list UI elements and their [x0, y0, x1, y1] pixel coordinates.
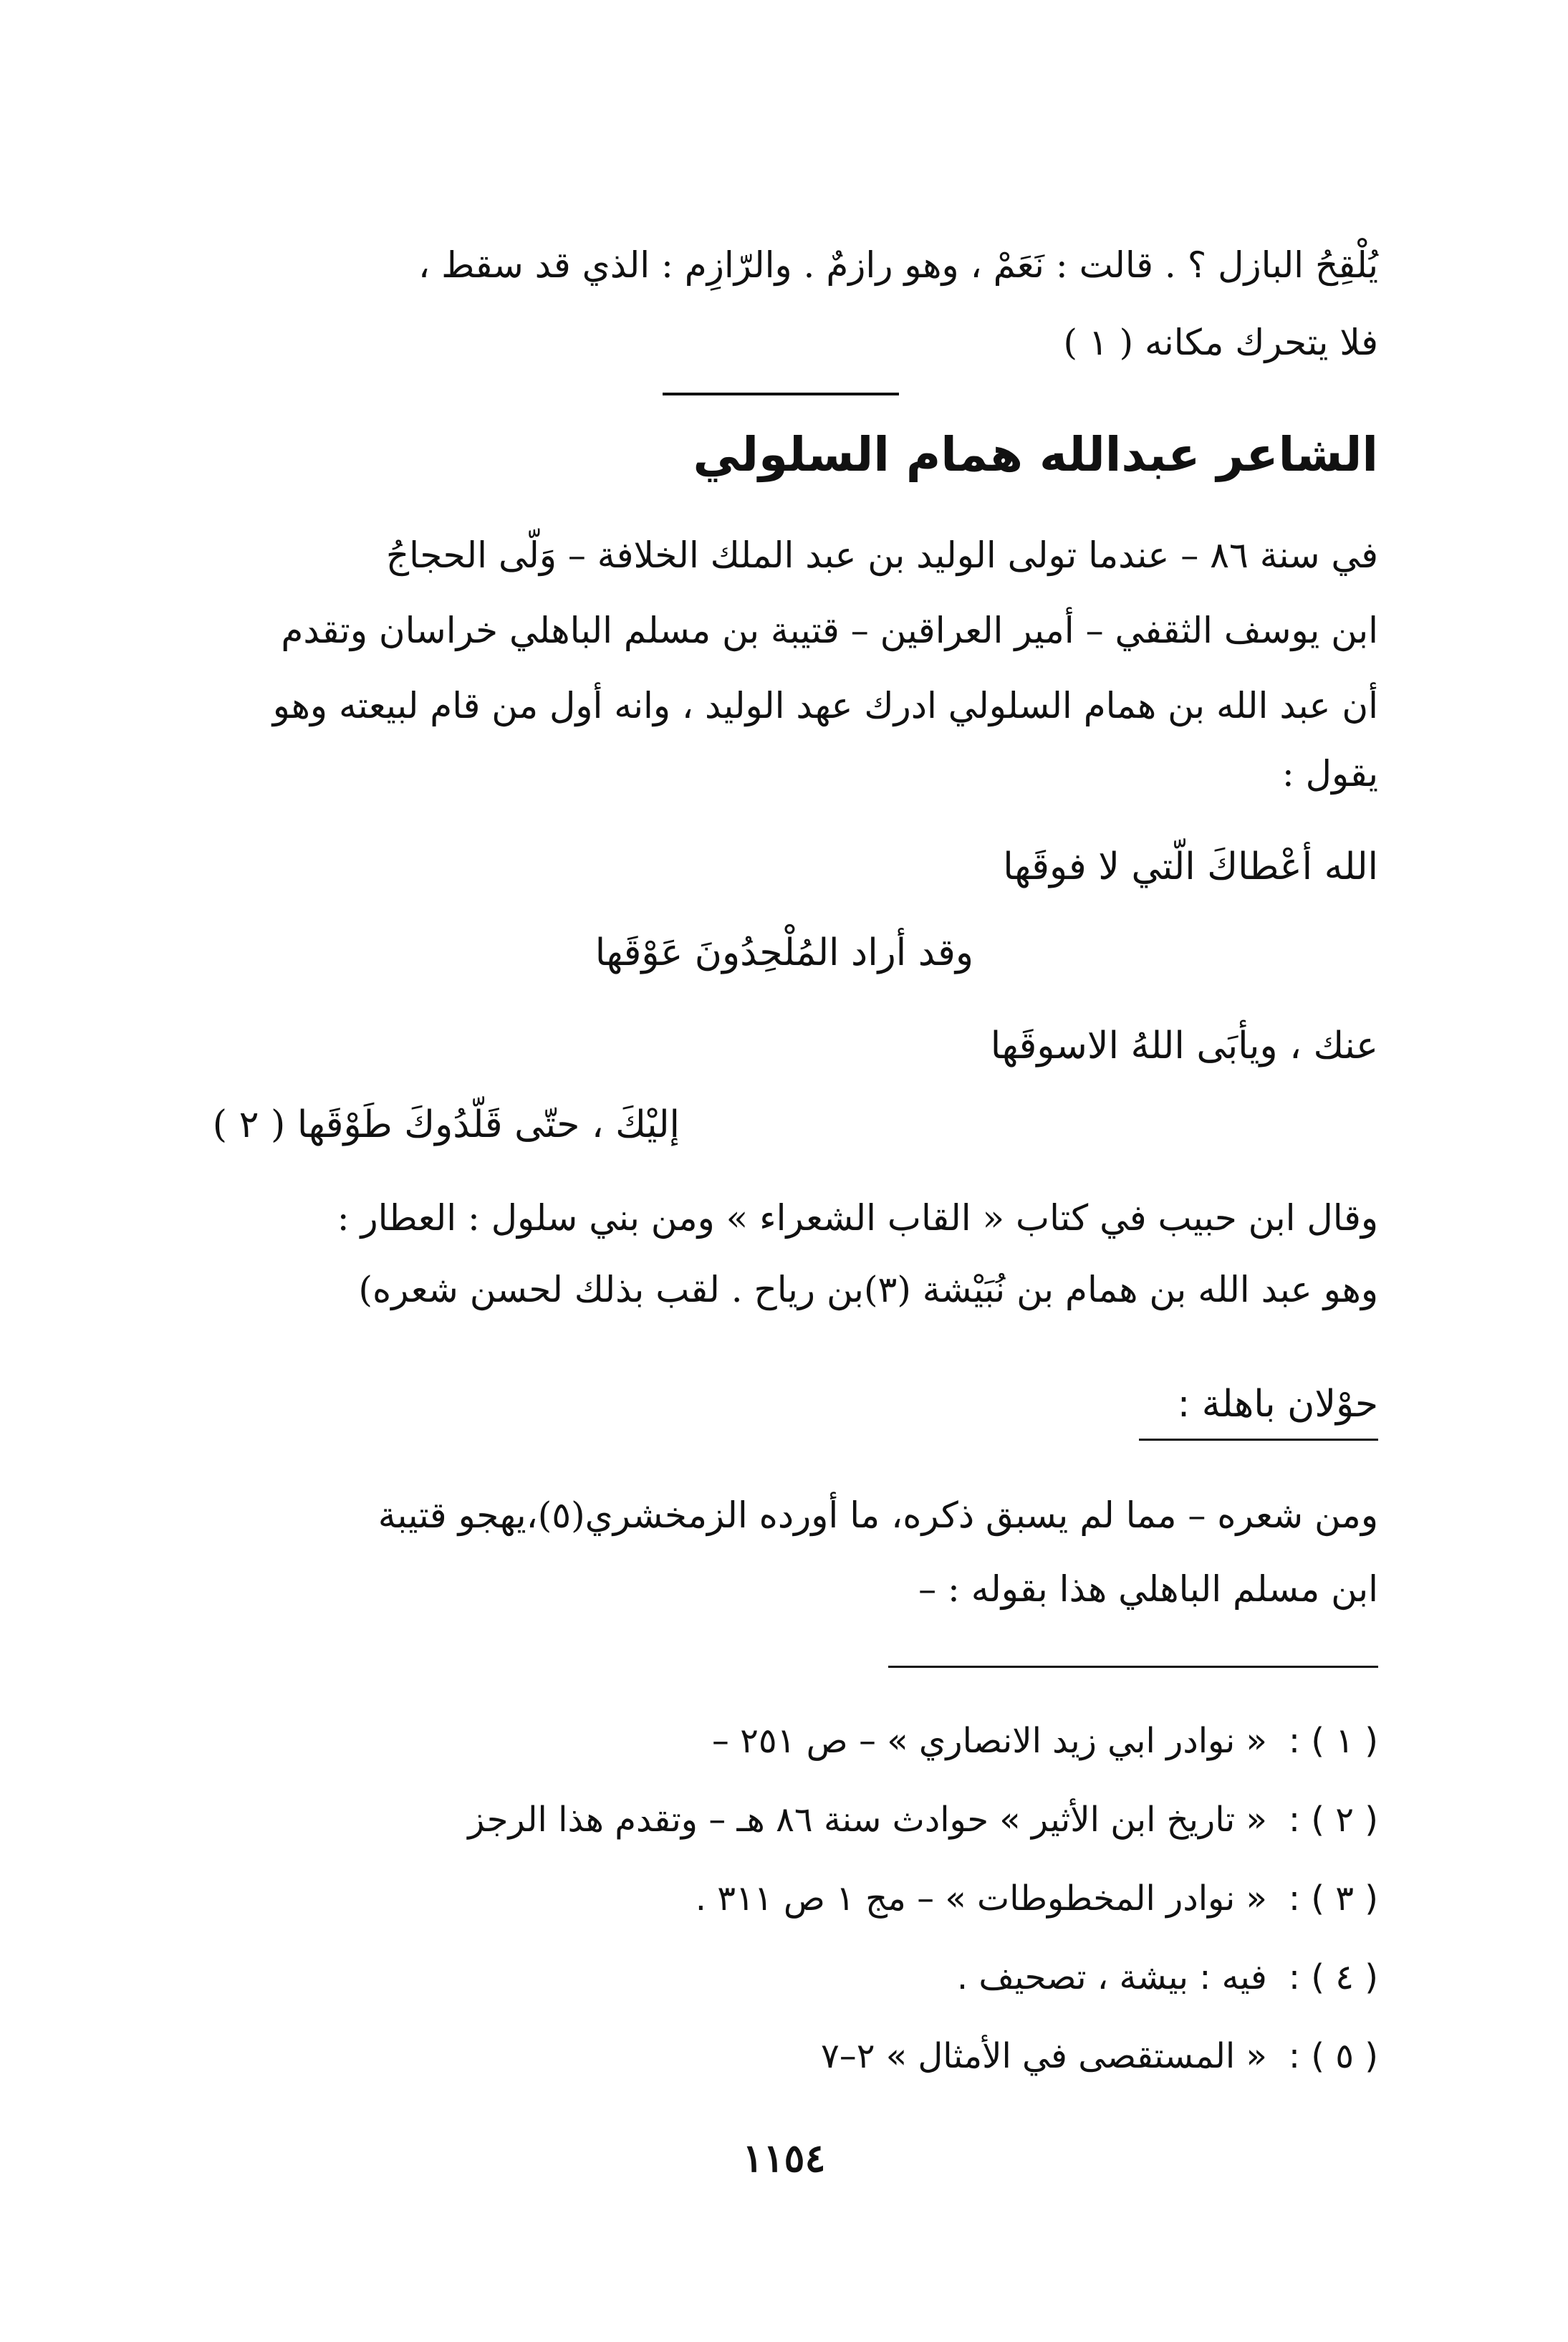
- section-heading: الشاعر عبدالله همام السلولي: [693, 427, 1378, 482]
- section-paragraph2-line-1: وقال ابن حبيب في كتاب « القاب الشعراء » ومن بني سلول : العطار :: [337, 1197, 1378, 1239]
- subsection-heading: حوْلان باهلة :: [1177, 1383, 1378, 1426]
- footnote-5: [821, 2027, 1378, 2085]
- footnote-3-text: « نوادر المخطوطات » – مج ١ ص ٣١١ .: [695, 1878, 1267, 1919]
- footnote-4-marker: ( ٤ ) :: [1288, 1957, 1378, 1997]
- section-paragraph-line-1: في سنة ٨٦ – عندما تولى الوليد بن عبد الملك الخلافة – وَلّى الحجاجُ: [385, 534, 1378, 576]
- section-divider: [663, 393, 899, 395]
- footnote-5-marker: ( ٥ ) :: [1288, 2036, 1378, 2076]
- footnote-4-text: فيه : بيشة ، تصحيف .: [956, 1957, 1267, 1997]
- footnote-1-text: « نوادر ابي زيد الانصاري » – ص ٢٥١ –: [711, 1721, 1267, 1761]
- footnote-3: [696, 1870, 1378, 1927]
- footnotes-divider: [888, 1666, 1378, 1668]
- section-paragraph-line-4: يقول :: [1281, 753, 1378, 795]
- footnote-5-text: « المستقصى في الأمثال » ٢–٧: [820, 2036, 1267, 2076]
- page-number: ١١٥٤: [742, 2135, 826, 2181]
- footnote-4: [957, 1949, 1378, 2006]
- footnote-3-marker: ( ٣ ) :: [1288, 1878, 1378, 1919]
- subsection-paragraph-line-2: ابن مسلم الباهلي هذا بقوله : –: [918, 1568, 1378, 1610]
- footnote-2: [468, 1791, 1378, 1848]
- subsection-paragraph-line-1: ومن شعره – مما لم يسبق ذكره، ما أورده الزمخشري(٥)،يهجو قتيبة: [377, 1494, 1378, 1536]
- footnote-2-text: « تاريخ ابن الأثير » حوادث سنة ٨٦ هـ – وتقدم هذا الرجز: [468, 1800, 1267, 1840]
- verse-3: عنك ، ويأبَى اللهُ الاسوقَها: [990, 1024, 1378, 1067]
- footnote-1-marker: ( ١ ) :: [1288, 1721, 1378, 1761]
- section-paragraph2-line-2: وهو عبد الله بن همام بن نُبَيْشة (٣)بن رياح . لقب بذلك لحسن شعره): [358, 1269, 1378, 1310]
- intro-line-2: فلا يتحرك مكانه ( ١ ): [1063, 322, 1378, 363]
- verse-4: إليْكَ ، حتّى قَلّدُوكَ طَوْقَها ( ٢ ): [212, 1103, 680, 1146]
- section-paragraph-line-2: ابن يوسف الثقفي – أمير العراقين – قتيبة بن مسلم الباهلي خراسان وتقدم: [281, 610, 1378, 651]
- verse-2: وقد أراد المُلْحِدُونَ عَوْقَها: [595, 931, 973, 974]
- footnote-2-marker: ( ٢ ) :: [1288, 1800, 1378, 1840]
- section-paragraph-line-3: أن عبد الله بن همام السلولي ادرك عهد الوليد ، وانه أول من قام لبيعته وهو: [272, 685, 1378, 726]
- footnote-1: [712, 1712, 1378, 1770]
- verse-1: الله أعْطاكَ الّتي لا فوقَها: [1003, 845, 1378, 888]
- intro-line-1: يُلْقِحُ البازل ؟ . قالت : نَعَمْ ، وهو رازمٌ . والرّازِم : الذي قد سقط ،: [418, 244, 1378, 286]
- subsection-underline: [1139, 1439, 1378, 1441]
